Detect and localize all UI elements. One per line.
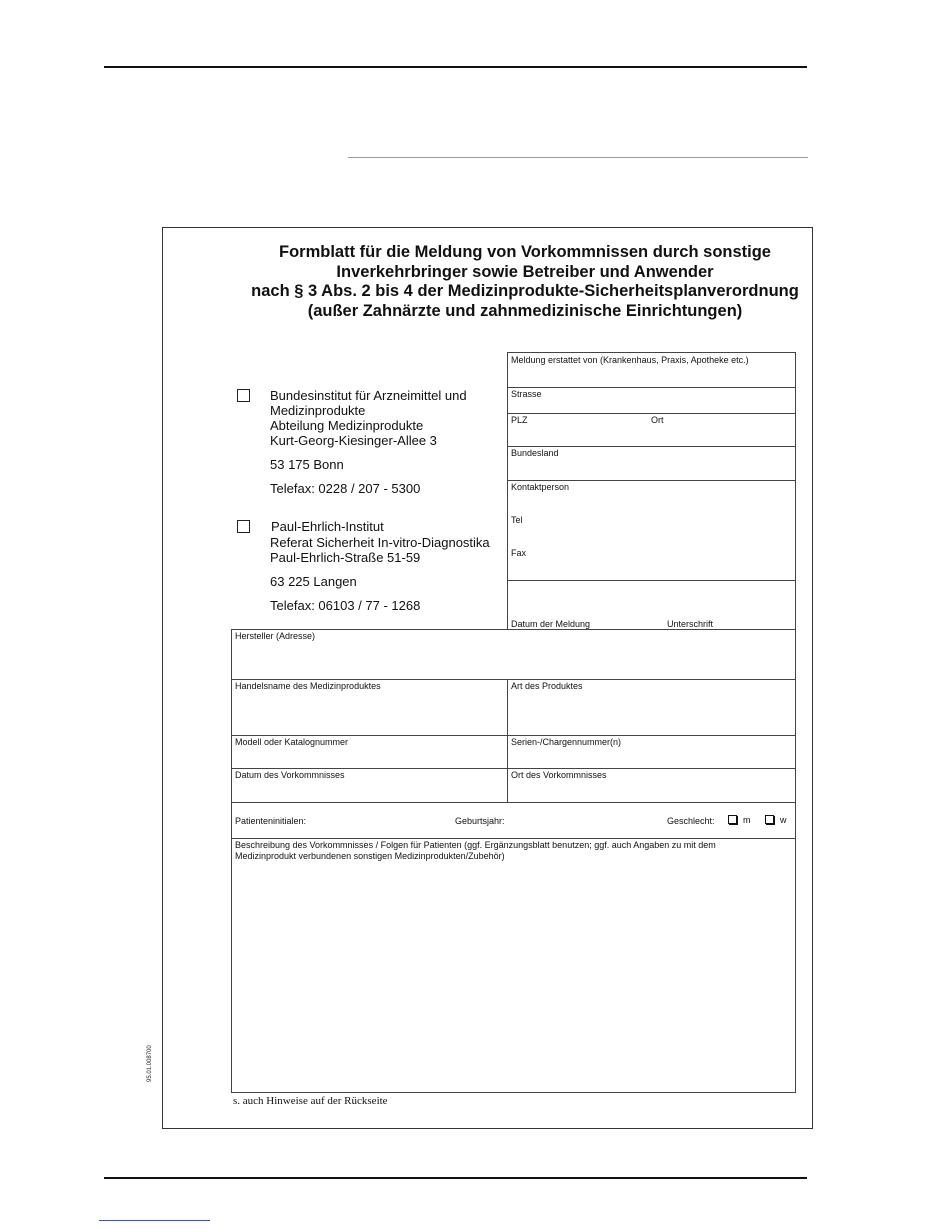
product-divider-4 <box>231 802 796 803</box>
recipient-bfarm-department: Abteilung Medizinprodukte <box>270 418 424 433</box>
serial-number-field[interactable]: Serien-/Chargennummer(n) <box>511 737 622 747</box>
street-field[interactable]: Strasse <box>511 389 542 399</box>
state-field[interactable]: Bundesland <box>511 448 559 458</box>
title-line-2: Inverkehrbringer sowie Betreiber und Anwender <box>336 262 714 281</box>
gender-w-option[interactable] <box>765 815 787 826</box>
recipient-bfarm-name-1: Bundesinstitut für Arzneimittel und <box>270 388 467 403</box>
gender-m-checkbox-icon[interactable] <box>728 815 737 824</box>
recipient-bfarm-street: Kurt-Georg-Kiesinger-Allee 3 <box>270 433 437 448</box>
manufacturer-field[interactable]: Hersteller (Adresse) <box>235 631 316 641</box>
reporter-divider-5 <box>507 580 796 581</box>
bottom-rule <box>104 1177 807 1179</box>
patient-initials-field[interactable]: Patienteninitialen: <box>235 816 307 826</box>
reporter-divider-3 <box>507 446 796 447</box>
birth-year-field[interactable]: Geburtsjahr: <box>455 816 505 826</box>
fax-field[interactable]: Fax <box>511 548 527 558</box>
reported-by-field[interactable]: Meldung erstattet von (Krankenhaus, Praxis, Apotheke etc.) <box>511 355 749 365</box>
title-line-3: nach § 3 Abs. 2 bis 4 der Medizinprodukte-Sicherheitsplanverordnung <box>251 282 799 300</box>
contact-person-field[interactable]: Kontaktperson <box>511 482 570 492</box>
product-divider-3 <box>231 768 796 769</box>
product-divider-2 <box>231 735 796 736</box>
trade-name-field[interactable]: Handelsname des Medizinproduktes <box>235 681 381 691</box>
back-side-note: s. auch Hinweise auf der Rückseite <box>233 1095 388 1107</box>
product-type-field[interactable]: Art des Produktes <box>511 681 583 691</box>
signature-field[interactable]: Unterschrift <box>667 619 714 629</box>
product-divider-5 <box>231 838 796 839</box>
recipient-pei-street: Paul-Ehrlich-Straße 51-59 <box>270 550 421 565</box>
recipient-bfarm-name-2: Medizinprodukte <box>270 403 366 418</box>
title-line-1: Formblatt für die Meldung von Vorkommnissen durch sonstige <box>279 243 771 261</box>
recipient-pei-city: 63 225 Langen <box>270 574 357 589</box>
reporter-divider-2 <box>507 413 796 414</box>
product-divider-1 <box>231 679 796 680</box>
reporter-divider-1 <box>507 387 796 388</box>
gender-label: Geschlecht: <box>667 816 715 826</box>
gender-m-option[interactable] <box>728 815 751 826</box>
top-rule <box>104 66 807 68</box>
gender-m-label: m <box>743 815 751 825</box>
reporter-divider-4 <box>507 480 796 481</box>
incident-date-field[interactable]: Datum des Vorkommnisses <box>235 770 345 780</box>
title-line-4: (außer Zahnärzte und zahnmedizinische Einrichtungen) <box>307 301 743 320</box>
city-field[interactable]: Ort <box>651 415 664 425</box>
description-field-line-2: Medizinprodukt verbundenen sonstigen Medizinprodukten/Zubehör) <box>235 851 505 861</box>
recipient-pei-name: Paul-Ehrlich-Institut <box>271 519 384 534</box>
form-title <box>230 243 820 321</box>
recipient-bfarm-city: 53 175 Bonn <box>270 457 344 472</box>
model-number-field[interactable]: Modell oder Katalognummer <box>235 737 349 747</box>
recipient-pei-checkbox[interactable] <box>237 520 250 533</box>
product-column-divider <box>507 679 508 802</box>
description-field-line-1[interactable]: Beschreibung des Vorkommnisses / Folgen für Patienten (ggf. Ergänzungsblatt benutzen; ggf. auch Angaben zu mit dem <box>235 840 716 850</box>
recipient-pei-fax: Telefax: 06103 / 77 - 1268 <box>270 598 421 613</box>
incident-place-field[interactable]: Ort des Vorkommnisses <box>511 770 607 780</box>
recipient-pei-department: Referat Sicherheit In-vitro-Diagnostika <box>270 535 490 550</box>
report-date-field[interactable]: Datum der Meldung <box>511 619 591 629</box>
gender-w-checkbox-icon[interactable] <box>765 815 774 824</box>
zip-field[interactable]: PLZ <box>511 415 528 425</box>
phone-field[interactable]: Tel <box>511 515 523 525</box>
header-thin-rule <box>348 157 808 158</box>
footer-link-rule <box>99 1220 210 1221</box>
form-code: 95.01.008700 <box>147 1045 153 1082</box>
recipient-bfarm-fax: Telefax: 0228 / 207 - 5300 <box>270 481 421 496</box>
gender-w-label: w <box>780 815 787 825</box>
recipient-bfarm-checkbox[interactable] <box>237 389 250 402</box>
